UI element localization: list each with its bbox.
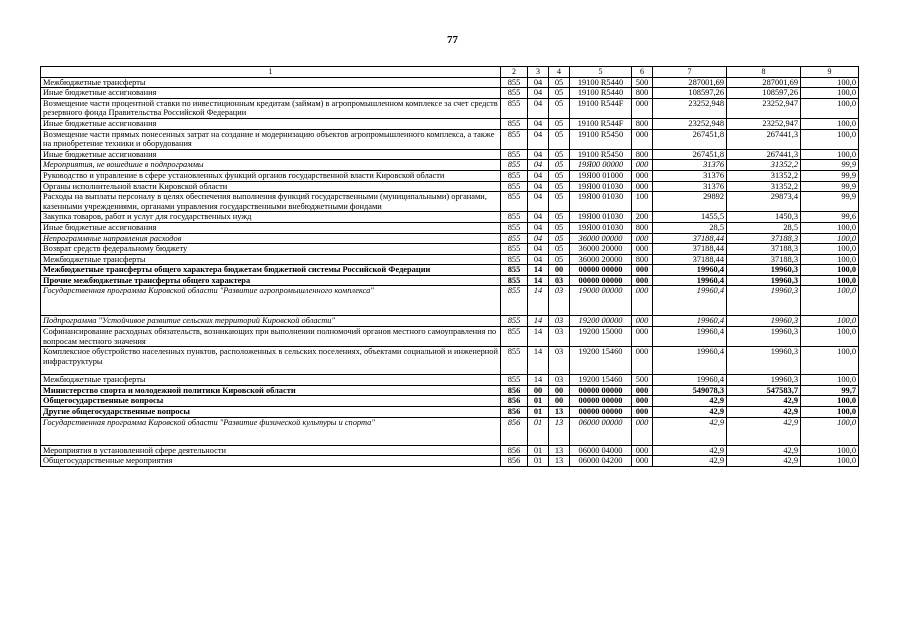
executed-amount-cell: 1450,3 [727, 212, 801, 223]
execution-percent-cell: 100,0 [801, 88, 859, 99]
ministry-code-cell: 855 [501, 98, 528, 118]
expense-type-cell: 000 [632, 316, 653, 327]
subsection-code-cell: 13 [549, 417, 570, 445]
expense-name-cell: Межбюджетные трансферты [41, 375, 501, 386]
target-article-cell: 06000 00000 [570, 417, 632, 445]
executed-amount-cell: 19960,3 [727, 327, 801, 347]
ministry-code-cell: 855 [501, 254, 528, 265]
ministry-code-cell: 855 [501, 244, 528, 255]
executed-amount-cell: 37188,3 [727, 233, 801, 244]
subsection-code-cell: 03 [549, 316, 570, 327]
expense-type-cell: 800 [632, 222, 653, 233]
execution-percent-cell: 100,0 [801, 244, 859, 255]
target-article-cell: 36000 00000 [570, 233, 632, 244]
planned-amount-cell: 267451,8 [653, 129, 727, 149]
expense-name-cell: Другие общегосударственные вопросы [41, 407, 501, 418]
budget-table [40, 66, 859, 467]
table-row [41, 385, 859, 396]
execution-percent-cell: 100,0 [801, 327, 859, 347]
planned-amount-cell: 28,5 [653, 222, 727, 233]
expense-name-cell: Расходы на выплаты персоналу в целях обеспечения выполнения функций государственными (муниципальными) органами, казенными учреждениями, органами управления государственными внебюджетными фондами [41, 192, 501, 212]
expense-type-cell: 000 [632, 417, 653, 445]
section-code-cell: 04 [528, 160, 549, 171]
expense-name-cell: Общегосударственные мероприятия [41, 456, 501, 467]
expense-type-cell: 800 [632, 118, 653, 129]
planned-amount-cell: 42,9 [653, 417, 727, 445]
ministry-code-cell: 855 [501, 129, 528, 149]
executed-amount-cell: 42,9 [727, 407, 801, 418]
planned-amount-cell: 287001,69 [653, 77, 727, 88]
executed-amount-cell: 287001,69 [727, 77, 801, 88]
execution-percent-cell: 100,0 [801, 445, 859, 456]
table-row [41, 98, 859, 118]
planned-amount-cell: 29892 [653, 192, 727, 212]
expense-type-cell: 000 [632, 98, 653, 118]
header-cell: 2 [501, 67, 528, 78]
section-code-cell: 04 [528, 170, 549, 181]
target-article-cell: 19Я00 01000 [570, 170, 632, 181]
expense-name-cell: Мероприятия, не вошедшие в подпрограммы [41, 160, 501, 171]
expense-type-cell: 000 [632, 265, 653, 276]
expense-name-cell: Иные бюджетные ассигнования [41, 222, 501, 233]
planned-amount-cell: 19960,4 [653, 327, 727, 347]
executed-amount-cell: 42,9 [727, 417, 801, 445]
section-code-cell: 14 [528, 265, 549, 276]
ministry-code-cell: 856 [501, 445, 528, 456]
expense-name-cell: Иные бюджетные ассигнования [41, 88, 501, 99]
table-row [41, 265, 859, 276]
target-article-cell: 19Я00 01030 [570, 192, 632, 212]
section-code-cell: 04 [528, 222, 549, 233]
table-row [41, 327, 859, 347]
ministry-code-cell: 855 [501, 286, 528, 316]
expense-type-cell: 000 [632, 160, 653, 171]
expense-type-cell: 500 [632, 77, 653, 88]
executed-amount-cell: 42,9 [727, 445, 801, 456]
header-cell: 8 [727, 67, 801, 78]
executed-amount-cell: 37188,3 [727, 254, 801, 265]
header-cell: 4 [549, 67, 570, 78]
expense-type-cell: 000 [632, 445, 653, 456]
table-row [41, 254, 859, 265]
ministry-code-cell: 855 [501, 375, 528, 386]
subsection-code-cell: 05 [549, 149, 570, 160]
execution-percent-cell: 100,0 [801, 222, 859, 233]
subsection-code-cell: 00 [549, 265, 570, 276]
expense-type-cell: 000 [632, 244, 653, 255]
execution-percent-cell: 99,9 [801, 181, 859, 192]
subsection-code-cell: 00 [549, 385, 570, 396]
expense-type-cell: 000 [632, 385, 653, 396]
planned-amount-cell: 37188,44 [653, 254, 727, 265]
expense-name-cell: Государственная программа Кировской области "Развитие физической культуры и спорта" [41, 417, 501, 445]
expense-name-cell: Возмещение части процентной ставки по инвестиционным кредитам (займам) в агропромышленном комплексе за счет средств резервного фонда Правительства Российской Федерации [41, 98, 501, 118]
expense-name-cell: Межбюджетные трансферты [41, 77, 501, 88]
table-row [41, 375, 859, 386]
planned-amount-cell: 31376 [653, 170, 727, 181]
ministry-code-cell: 855 [501, 149, 528, 160]
execution-percent-cell: 100,0 [801, 233, 859, 244]
table-body [41, 77, 859, 466]
planned-amount-cell: 37188,44 [653, 233, 727, 244]
planned-amount-cell: 42,9 [653, 456, 727, 467]
expense-type-cell: 200 [632, 212, 653, 223]
executed-amount-cell: 19960,3 [727, 275, 801, 286]
section-code-cell: 04 [528, 98, 549, 118]
expense-type-cell: 000 [632, 129, 653, 149]
section-code-cell: 14 [528, 327, 549, 347]
subsection-code-cell: 03 [549, 375, 570, 386]
execution-percent-cell: 100,0 [801, 396, 859, 407]
ministry-code-cell: 855 [501, 160, 528, 171]
execution-percent-cell: 100,0 [801, 98, 859, 118]
table-row [41, 316, 859, 327]
target-article-cell: 19Я00 01030 [570, 222, 632, 233]
executed-amount-cell: 19960,3 [727, 316, 801, 327]
section-code-cell: 14 [528, 316, 549, 327]
expense-name-cell: Мероприятия в установленной сфере деятельности [41, 445, 501, 456]
subsection-code-cell: 13 [549, 456, 570, 467]
ministry-code-cell: 856 [501, 396, 528, 407]
table-row [41, 77, 859, 88]
section-code-cell: 01 [528, 396, 549, 407]
target-article-cell: 06000 04200 [570, 456, 632, 467]
planned-amount-cell: 42,9 [653, 445, 727, 456]
target-article-cell: 19100 R544F [570, 118, 632, 129]
execution-percent-cell: 99,6 [801, 212, 859, 223]
executed-amount-cell: 19960,3 [727, 265, 801, 276]
executed-amount-cell: 31352,2 [727, 181, 801, 192]
expense-name-cell: Межбюджетные трансферты общего характера бюджетам бюджетной системы Российской Федерации [41, 265, 501, 276]
executed-amount-cell: 267441,3 [727, 129, 801, 149]
executed-amount-cell: 29873,4 [727, 192, 801, 212]
target-article-cell: 19100 R5450 [570, 129, 632, 149]
table-row [41, 347, 859, 375]
target-article-cell: 19Я00 01030 [570, 212, 632, 223]
execution-percent-cell: 100,0 [801, 118, 859, 129]
expense-type-cell: 000 [632, 286, 653, 316]
planned-amount-cell: 267451,8 [653, 149, 727, 160]
planned-amount-cell: 19960,4 [653, 375, 727, 386]
executed-amount-cell: 31352,2 [727, 170, 801, 181]
table-row [41, 445, 859, 456]
section-code-cell: 01 [528, 407, 549, 418]
execution-percent-cell: 100,0 [801, 316, 859, 327]
execution-percent-cell: 100,0 [801, 407, 859, 418]
expense-name-cell: Межбюджетные трансферты [41, 254, 501, 265]
subsection-code-cell: 05 [549, 160, 570, 171]
planned-amount-cell: 19960,4 [653, 265, 727, 276]
ministry-code-cell: 855 [501, 233, 528, 244]
ministry-code-cell: 855 [501, 118, 528, 129]
ministry-code-cell: 856 [501, 385, 528, 396]
ministry-code-cell: 856 [501, 456, 528, 467]
target-article-cell: 19Я00 00000 [570, 160, 632, 171]
planned-amount-cell: 42,9 [653, 407, 727, 418]
target-article-cell: 19100 R5440 [570, 77, 632, 88]
header-cell: 5 [570, 67, 632, 78]
subsection-code-cell: 03 [549, 286, 570, 316]
planned-amount-cell: 1455,5 [653, 212, 727, 223]
executed-amount-cell: 42,9 [727, 456, 801, 467]
section-code-cell: 00 [528, 385, 549, 396]
ministry-code-cell: 855 [501, 77, 528, 88]
table-row [41, 149, 859, 160]
expense-name-cell: Руководство и управление в сфере установленных функций органов государственной власти Кировской области [41, 170, 501, 181]
table-row [41, 129, 859, 149]
header-row [41, 67, 859, 78]
subsection-code-cell: 03 [549, 347, 570, 375]
section-code-cell: 14 [528, 347, 549, 375]
executed-amount-cell: 28,5 [727, 222, 801, 233]
target-article-cell: 19200 15000 [570, 327, 632, 347]
execution-percent-cell: 100,0 [801, 347, 859, 375]
expense-type-cell: 500 [632, 375, 653, 386]
table-row [41, 181, 859, 192]
executed-amount-cell: 23252,947 [727, 98, 801, 118]
executed-amount-cell: 23252,947 [727, 118, 801, 129]
subsection-code-cell: 05 [549, 233, 570, 244]
header-cell: 7 [653, 67, 727, 78]
expense-name-cell: Закупка товаров, работ и услуг для государственных нужд [41, 212, 501, 223]
target-article-cell: 00000 00000 [570, 407, 632, 418]
execution-percent-cell: 100,0 [801, 254, 859, 265]
execution-percent-cell: 100,0 [801, 77, 859, 88]
target-article-cell: 19200 15460 [570, 375, 632, 386]
ministry-code-cell: 855 [501, 222, 528, 233]
executed-amount-cell: 267441,3 [727, 149, 801, 160]
subsection-code-cell: 05 [549, 88, 570, 99]
ministry-code-cell: 855 [501, 275, 528, 286]
budget-table-container [40, 66, 858, 467]
table-row [41, 212, 859, 223]
ministry-code-cell: 855 [501, 327, 528, 347]
planned-amount-cell: 19960,4 [653, 347, 727, 375]
page-number: 77 [447, 34, 458, 46]
execution-percent-cell: 100,0 [801, 265, 859, 276]
target-article-cell: 00000 00000 [570, 275, 632, 286]
section-code-cell: 04 [528, 244, 549, 255]
target-article-cell: 06000 04000 [570, 445, 632, 456]
executed-amount-cell: 37188,3 [727, 244, 801, 255]
ministry-code-cell: 855 [501, 212, 528, 223]
table-row [41, 286, 859, 316]
table-row [41, 118, 859, 129]
section-code-cell: 01 [528, 456, 549, 467]
target-article-cell: 19100 R5440 [570, 88, 632, 99]
expense-type-cell: 000 [632, 396, 653, 407]
section-code-cell: 01 [528, 417, 549, 445]
table-row [41, 244, 859, 255]
subsection-code-cell: 05 [549, 181, 570, 192]
subsection-code-cell: 13 [549, 407, 570, 418]
ministry-code-cell: 855 [501, 88, 528, 99]
subsection-code-cell: 03 [549, 275, 570, 286]
expense-name-cell: Прочие межбюджетные трансферты общего характера [41, 275, 501, 286]
executed-amount-cell: 108597,26 [727, 88, 801, 99]
subsection-code-cell: 05 [549, 118, 570, 129]
table-row [41, 233, 859, 244]
execution-percent-cell: 100,0 [801, 129, 859, 149]
expense-type-cell: 000 [632, 407, 653, 418]
planned-amount-cell: 37188,44 [653, 244, 727, 255]
execution-percent-cell: 100,0 [801, 456, 859, 467]
section-code-cell: 04 [528, 88, 549, 99]
subsection-code-cell: 05 [549, 244, 570, 255]
section-code-cell: 14 [528, 375, 549, 386]
subsection-code-cell: 13 [549, 445, 570, 456]
section-code-cell: 04 [528, 254, 549, 265]
section-code-cell: 04 [528, 149, 549, 160]
table-row [41, 456, 859, 467]
section-code-cell: 04 [528, 181, 549, 192]
planned-amount-cell: 31376 [653, 160, 727, 171]
expense-name-cell: Подпрограмма "Устойчивое развитие сельских территорий Кировской области" [41, 316, 501, 327]
target-article-cell: 19Я00 01030 [570, 181, 632, 192]
expense-name-cell: Возмещение части прямых понесенных затрат на создание и модернизацию объектов агропромышленного комплекса, а также на приобретение техники и оборудования [41, 129, 501, 149]
expense-name-cell: Органы исполнительной власти Кировской области [41, 181, 501, 192]
expense-name-cell: Иные бюджетные ассигнования [41, 118, 501, 129]
expense-name-cell: Министерство спорта и молодежной политики Кировской области [41, 385, 501, 396]
expense-name-cell: Непрограммные направления расходов [41, 233, 501, 244]
target-article-cell: 19100 R544F [570, 98, 632, 118]
expense-type-cell: 000 [632, 347, 653, 375]
header-cell: 3 [528, 67, 549, 78]
target-article-cell: 00000 00000 [570, 265, 632, 276]
header-cell: 1 [41, 67, 501, 78]
table-row [41, 275, 859, 286]
table-row [41, 222, 859, 233]
execution-percent-cell: 100,0 [801, 149, 859, 160]
planned-amount-cell: 108597,26 [653, 88, 727, 99]
execution-percent-cell: 99,9 [801, 160, 859, 171]
ministry-code-cell: 855 [501, 170, 528, 181]
section-code-cell: 04 [528, 212, 549, 223]
subsection-code-cell: 05 [549, 222, 570, 233]
planned-amount-cell: 19960,4 [653, 286, 727, 316]
expense-type-cell: 000 [632, 170, 653, 181]
subsection-code-cell: 03 [549, 327, 570, 347]
expense-name-cell: Государственная программа Кировской области "Развитие агропромышленного комплекса" [41, 286, 501, 316]
section-code-cell: 14 [528, 286, 549, 316]
target-article-cell: 19100 R5450 [570, 149, 632, 160]
header-cell: 9 [801, 67, 859, 78]
ministry-code-cell: 856 [501, 417, 528, 445]
ministry-code-cell: 855 [501, 347, 528, 375]
section-code-cell: 14 [528, 275, 549, 286]
expense-type-cell: 000 [632, 233, 653, 244]
executed-amount-cell: 19960,3 [727, 375, 801, 386]
execution-percent-cell: 100,0 [801, 275, 859, 286]
planned-amount-cell: 31376 [653, 181, 727, 192]
subsection-code-cell: 05 [549, 212, 570, 223]
planned-amount-cell: 19960,4 [653, 275, 727, 286]
subsection-code-cell: 05 [549, 254, 570, 265]
expense-type-cell: 000 [632, 456, 653, 467]
target-article-cell: 36000 20000 [570, 254, 632, 265]
expense-type-cell: 000 [632, 327, 653, 347]
subsection-code-cell: 05 [549, 170, 570, 181]
target-article-cell: 19000 00000 [570, 286, 632, 316]
section-code-cell: 04 [528, 192, 549, 212]
executed-amount-cell: 547583,7 [727, 385, 801, 396]
expense-type-cell: 000 [632, 181, 653, 192]
section-code-cell: 01 [528, 445, 549, 456]
ministry-code-cell: 856 [501, 407, 528, 418]
executed-amount-cell: 31352,2 [727, 160, 801, 171]
table-row [41, 160, 859, 171]
planned-amount-cell: 23252,948 [653, 118, 727, 129]
expense-name-cell: Иные бюджетные ассигнования [41, 149, 501, 160]
section-code-cell: 04 [528, 77, 549, 88]
executed-amount-cell: 19960,3 [727, 286, 801, 316]
target-article-cell: 00000 00000 [570, 396, 632, 407]
execution-percent-cell: 100,0 [801, 417, 859, 445]
planned-amount-cell: 549078,3 [653, 385, 727, 396]
expense-name-cell: Общегосударственные вопросы [41, 396, 501, 407]
execution-percent-cell: 99,7 [801, 385, 859, 396]
expense-name-cell: Софинансирование расходных обязательств, возникающих при выполнении полномочий органов местного самоуправления по вопросам местного значения [41, 327, 501, 347]
planned-amount-cell: 23252,948 [653, 98, 727, 118]
target-article-cell: 19200 00000 [570, 316, 632, 327]
target-article-cell: 19200 15460 [570, 347, 632, 375]
ministry-code-cell: 855 [501, 316, 528, 327]
execution-percent-cell: 100,0 [801, 286, 859, 316]
ministry-code-cell: 855 [501, 181, 528, 192]
execution-percent-cell: 99,9 [801, 192, 859, 212]
expense-type-cell: 800 [632, 88, 653, 99]
table-row [41, 396, 859, 407]
table-row [41, 170, 859, 181]
ministry-code-cell: 855 [501, 265, 528, 276]
expense-type-cell: 000 [632, 275, 653, 286]
section-code-cell: 04 [528, 233, 549, 244]
target-article-cell: 00000 00000 [570, 385, 632, 396]
expense-type-cell: 800 [632, 254, 653, 265]
subsection-code-cell: 05 [549, 98, 570, 118]
table-row [41, 192, 859, 212]
header-cell: 6 [632, 67, 653, 78]
executed-amount-cell: 42,9 [727, 396, 801, 407]
expense-name-cell: Комплексное обустройство населенных пунктов, расположенных в сельских поселениях, объектами социальной и инженерной инфраструктуры [41, 347, 501, 375]
expense-type-cell: 800 [632, 149, 653, 160]
section-code-cell: 04 [528, 129, 549, 149]
ministry-code-cell: 855 [501, 192, 528, 212]
execution-percent-cell: 100,0 [801, 375, 859, 386]
expense-name-cell: Возврат средств федеральному бюджету [41, 244, 501, 255]
execution-percent-cell: 99,9 [801, 170, 859, 181]
subsection-code-cell: 05 [549, 192, 570, 212]
table-row [41, 407, 859, 418]
executed-amount-cell: 19960,3 [727, 347, 801, 375]
subsection-code-cell: 00 [549, 396, 570, 407]
target-article-cell: 36000 20000 [570, 244, 632, 255]
planned-amount-cell: 19960,4 [653, 316, 727, 327]
expense-type-cell: 100 [632, 192, 653, 212]
table-row [41, 88, 859, 99]
subsection-code-cell: 05 [549, 77, 570, 88]
table-row [41, 417, 859, 445]
section-code-cell: 04 [528, 118, 549, 129]
planned-amount-cell: 42,9 [653, 396, 727, 407]
subsection-code-cell: 05 [549, 129, 570, 149]
